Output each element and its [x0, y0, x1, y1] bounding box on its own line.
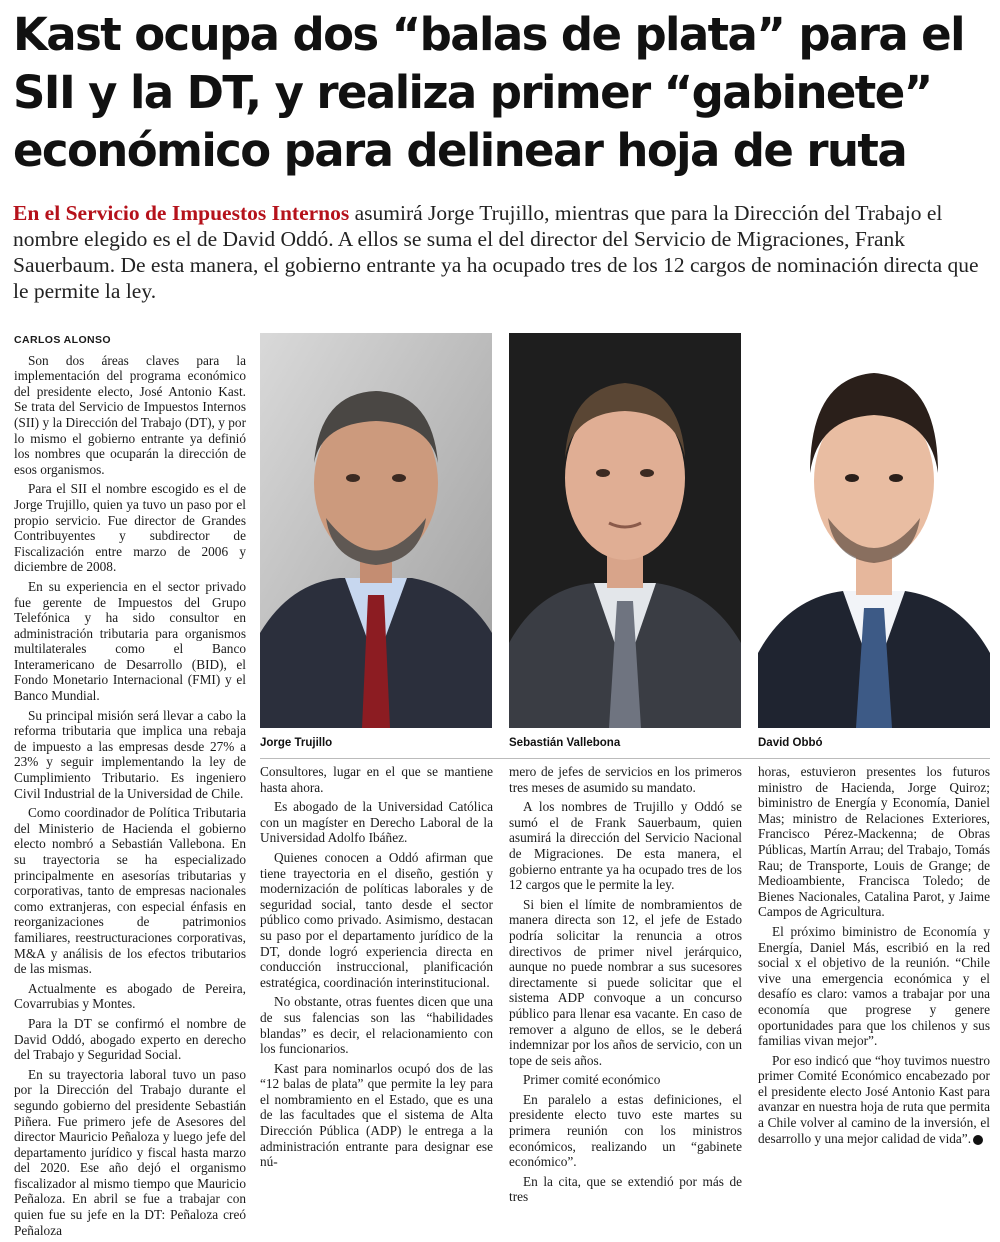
article-column-3 [509, 764, 742, 1209]
paragraph: mero de jefes de servicios en los primeros tres meses de asumido su mandato. [509, 764, 742, 795]
paragraph: Para la DT se confirmó el nombre de David Oddó, abogado experto en derecho del Trabajo y Seguridad Social. [14, 1015, 246, 1063]
paragraph: Su principal misión será llevar a cabo la reforma tributaria que implica una rebaja de impuesto a las empresas desde 27% a 23% y seguir implementando la ley de Cumplimiento Tributario. Es ingeniero Civil Industrial de la Universidad de Chile. [14, 707, 246, 801]
photo-david-oddo [758, 333, 990, 728]
headline [13, 6, 993, 180]
headline-line-1: Kast ocupa dos “balas de plata” para el [13, 8, 964, 61]
photo-caption-3: David Obbó [758, 737, 823, 749]
paragraph: Es abogado de la Universidad Católica con un magíster en Derecho Laboral de la Universidad Adolfo Ibáñez. [260, 799, 493, 846]
paragraph: Para el SII el nombre escogido es el de Jorge Trujillo, quien ya tuvo un paso por el propio servicio. Fue director de Grandes Contribuyentes y subdirector de Fiscalización entre marzo de 2006 y diciembre de 2008. [14, 481, 246, 575]
photo-sebastian-vallebona [509, 333, 741, 728]
paragraph: El próximo biministro de Economía y Energía, Daniel Más, escribió en la red social x el objetivo de la reunión. “Chile vive una emergencia económica y el desafío es claro: vamos a trabajar por una economía que progrese y genere oportunidades para que los chilenos y sus familias vivan mejor”. [758, 923, 990, 1049]
paragraph: Son dos áreas claves para la implementación del programa económico del presidente electo, José Antonio Kast. Se trata del Servicio de Impuestos Internos (SII) y la Dirección del Trabajo (DT), y por lo mismo el gobierno entrante ya definió los nombres que ocuparán la dirección de esos organismos. [14, 352, 246, 477]
paragraph: A los nombres de Trujillo y Oddó se sumó el de Frank Sauerbaum, quien asumirá la dirección del Servicio Nacional de Migraciones. De esta manera, el gobierno entrante ya ha ocupado tres de los 12 cargos que le permite la ley. [509, 799, 742, 893]
paragraph: No obstante, otras fuentes dicen que una de sus falencias son las “habilidades blandas” es decir, el relacionamiento con los funcionarios. [260, 994, 493, 1057]
end-of-article-icon: P [973, 1135, 983, 1145]
article-column-2 [260, 764, 493, 1174]
headline-line-2: SII y la DT, y realiza primer “gabinete” [13, 66, 932, 119]
portrait-photo-icon [260, 333, 492, 728]
headline-line-3: económico para delinear hoja de ruta [13, 124, 907, 177]
article-column-1 [14, 333, 246, 1242]
portrait-photo-icon [758, 333, 990, 728]
article-column-4 [758, 764, 990, 1150]
lead-highlight: En el Servicio de Impuestos Internos [13, 201, 350, 225]
paragraph: Consultores, lugar en el que se mantiene hasta ahora. [260, 764, 493, 795]
subheading: Primer comité económico [523, 1072, 661, 1088]
paragraph: En su trayectoria laboral tuvo un paso por la Dirección del Trabajo durante el segundo gobierno del presidente Sebastián Piñera. Fue primero jefe de Asesores del director Mauricio Peñaloza y luego jefe del departamento jurídico y fiscal hasta marzo del 2020. Ese año dejó el organismo fiscalizador al mismo tiempo que Mauricio Peñaloza. En abril se fue a trabajar con quien fue su jefe en la DT: Peñaloza creó Peñaloza [14, 1066, 246, 1238]
paragraph: Kast para nominarlos ocupó dos de las “12 balas de plata” que permite la ley para el nombramiento en el Estado, que es una de las facultades que el sistema de Alta Dirección Pública (ADP) le entrega a la administración entrante para designar ese nú- [260, 1060, 493, 1170]
paragraph: En su experiencia en el sector privado fue gerente de Impuestos del Grupo Telefónica y ha sido consultor en administración tributaria para organismos multilaterales como el Banco Interamericano de Desarrollo (BID), el Fondo Monetario Internacional (FMI) y el Banco Mundial. [14, 578, 246, 704]
lead-text: asumirá Jorge Trujillo, mientras que para la Dirección del Trabajo el nombre elegido es el de David Oddó. A ellos se suma el del director del Servicio de Migraciones, Frank Sauerbaum. De esta manera, el gobierno entrante ya ha ocupado tres de los 12 cargos de nominación directa que le permite la ley. [13, 201, 979, 303]
paragraph: Actualmente es abogado de Pereira, Covarrubias y Montes. [14, 980, 246, 1012]
photo-caption-2: Sebastián Vallebona [509, 737, 621, 749]
portrait-photo-icon [509, 333, 741, 728]
paragraph [758, 1053, 990, 1147]
paragraph: En la cita, que se extendió por más de tres [509, 1173, 742, 1205]
paragraph: Quienes conocen a Oddó afirman que tiene trayectoria en el diseño, gestión y modernización de políticas laborales y de seguridad social, tanto desde el sector público como privado. Asimismo, destacan su paso por el departamento jurídico de la DT, donde logró experiencia directa en conducción instruccional, planificación estratégica, coordinación interinstitucional. [260, 849, 493, 990]
paragraph: horas, estuvieron presentes los futuros ministro de Hacienda, Jorge Quiroz; biministro de Energía y Economía, Daniel Mas; ministro de Relaciones Exteriores, Francisco Pérez-Mackenna; de Obras Públicas, Martín Arrau; del Trabajo, Tomás Rau; de Transporte, Louis de Grange; de Medioambiente, Francisca Toledo; de Bienes Nacionales, Catalina Parot, y Jaime Campos de Agricultura. [758, 764, 990, 920]
author-byline: CARLOS ALONSO [14, 334, 111, 346]
paragraph: Si bien el límite de nombramientos de manera directa son 12, el jefe de Estado podría solicitar la renuncia a otros directivos de primer nivel jerárquico, aunque no puede nombrar a sus sucesores directamente si puede solicitar que el sistema ADP convoque a un concurso público para llenar esa vacante. En caso de remover a alguno de ellos, se le deberá indemnizar por los años de servicio, con un tope de seis años. [509, 896, 742, 1068]
divider [260, 758, 990, 759]
lead-paragraph [13, 200, 988, 304]
paragraph-text: Por eso indicó que “hoy tuvimos nuestro primer Comité Económico encabezado por el presidente electo José Antonio Kast para avanzar en nuestra hoja de ruta que permita a Chile volver al camino de la inversión, el desarrollo y una mejor calidad de vida”. [758, 1052, 990, 1146]
paragraph: En paralelo a estas definiciones, el presidente electo tuvo este martes su primera reunión con los ministros económicos, realizando un “gabinete económico”. [509, 1091, 742, 1170]
paragraph: Como coordinador de Política Tributaria del Ministerio de Hacienda el gobierno electo nombró a Sebastián Vallebona. En su trayectoria se ha especializado principalmente en asesorías tributarias y corporativas, tanto de empresas nacionales como extranjeras, con especial énfasis en reorganizaciones de patrimonios familiares, reestructuraciones corporativas, M&A y análisis de los efectos tributarios de las mismas. [14, 805, 246, 977]
photo-caption-1: Jorge Trujillo [260, 737, 333, 749]
photo-jorge-trujillo [260, 333, 492, 728]
